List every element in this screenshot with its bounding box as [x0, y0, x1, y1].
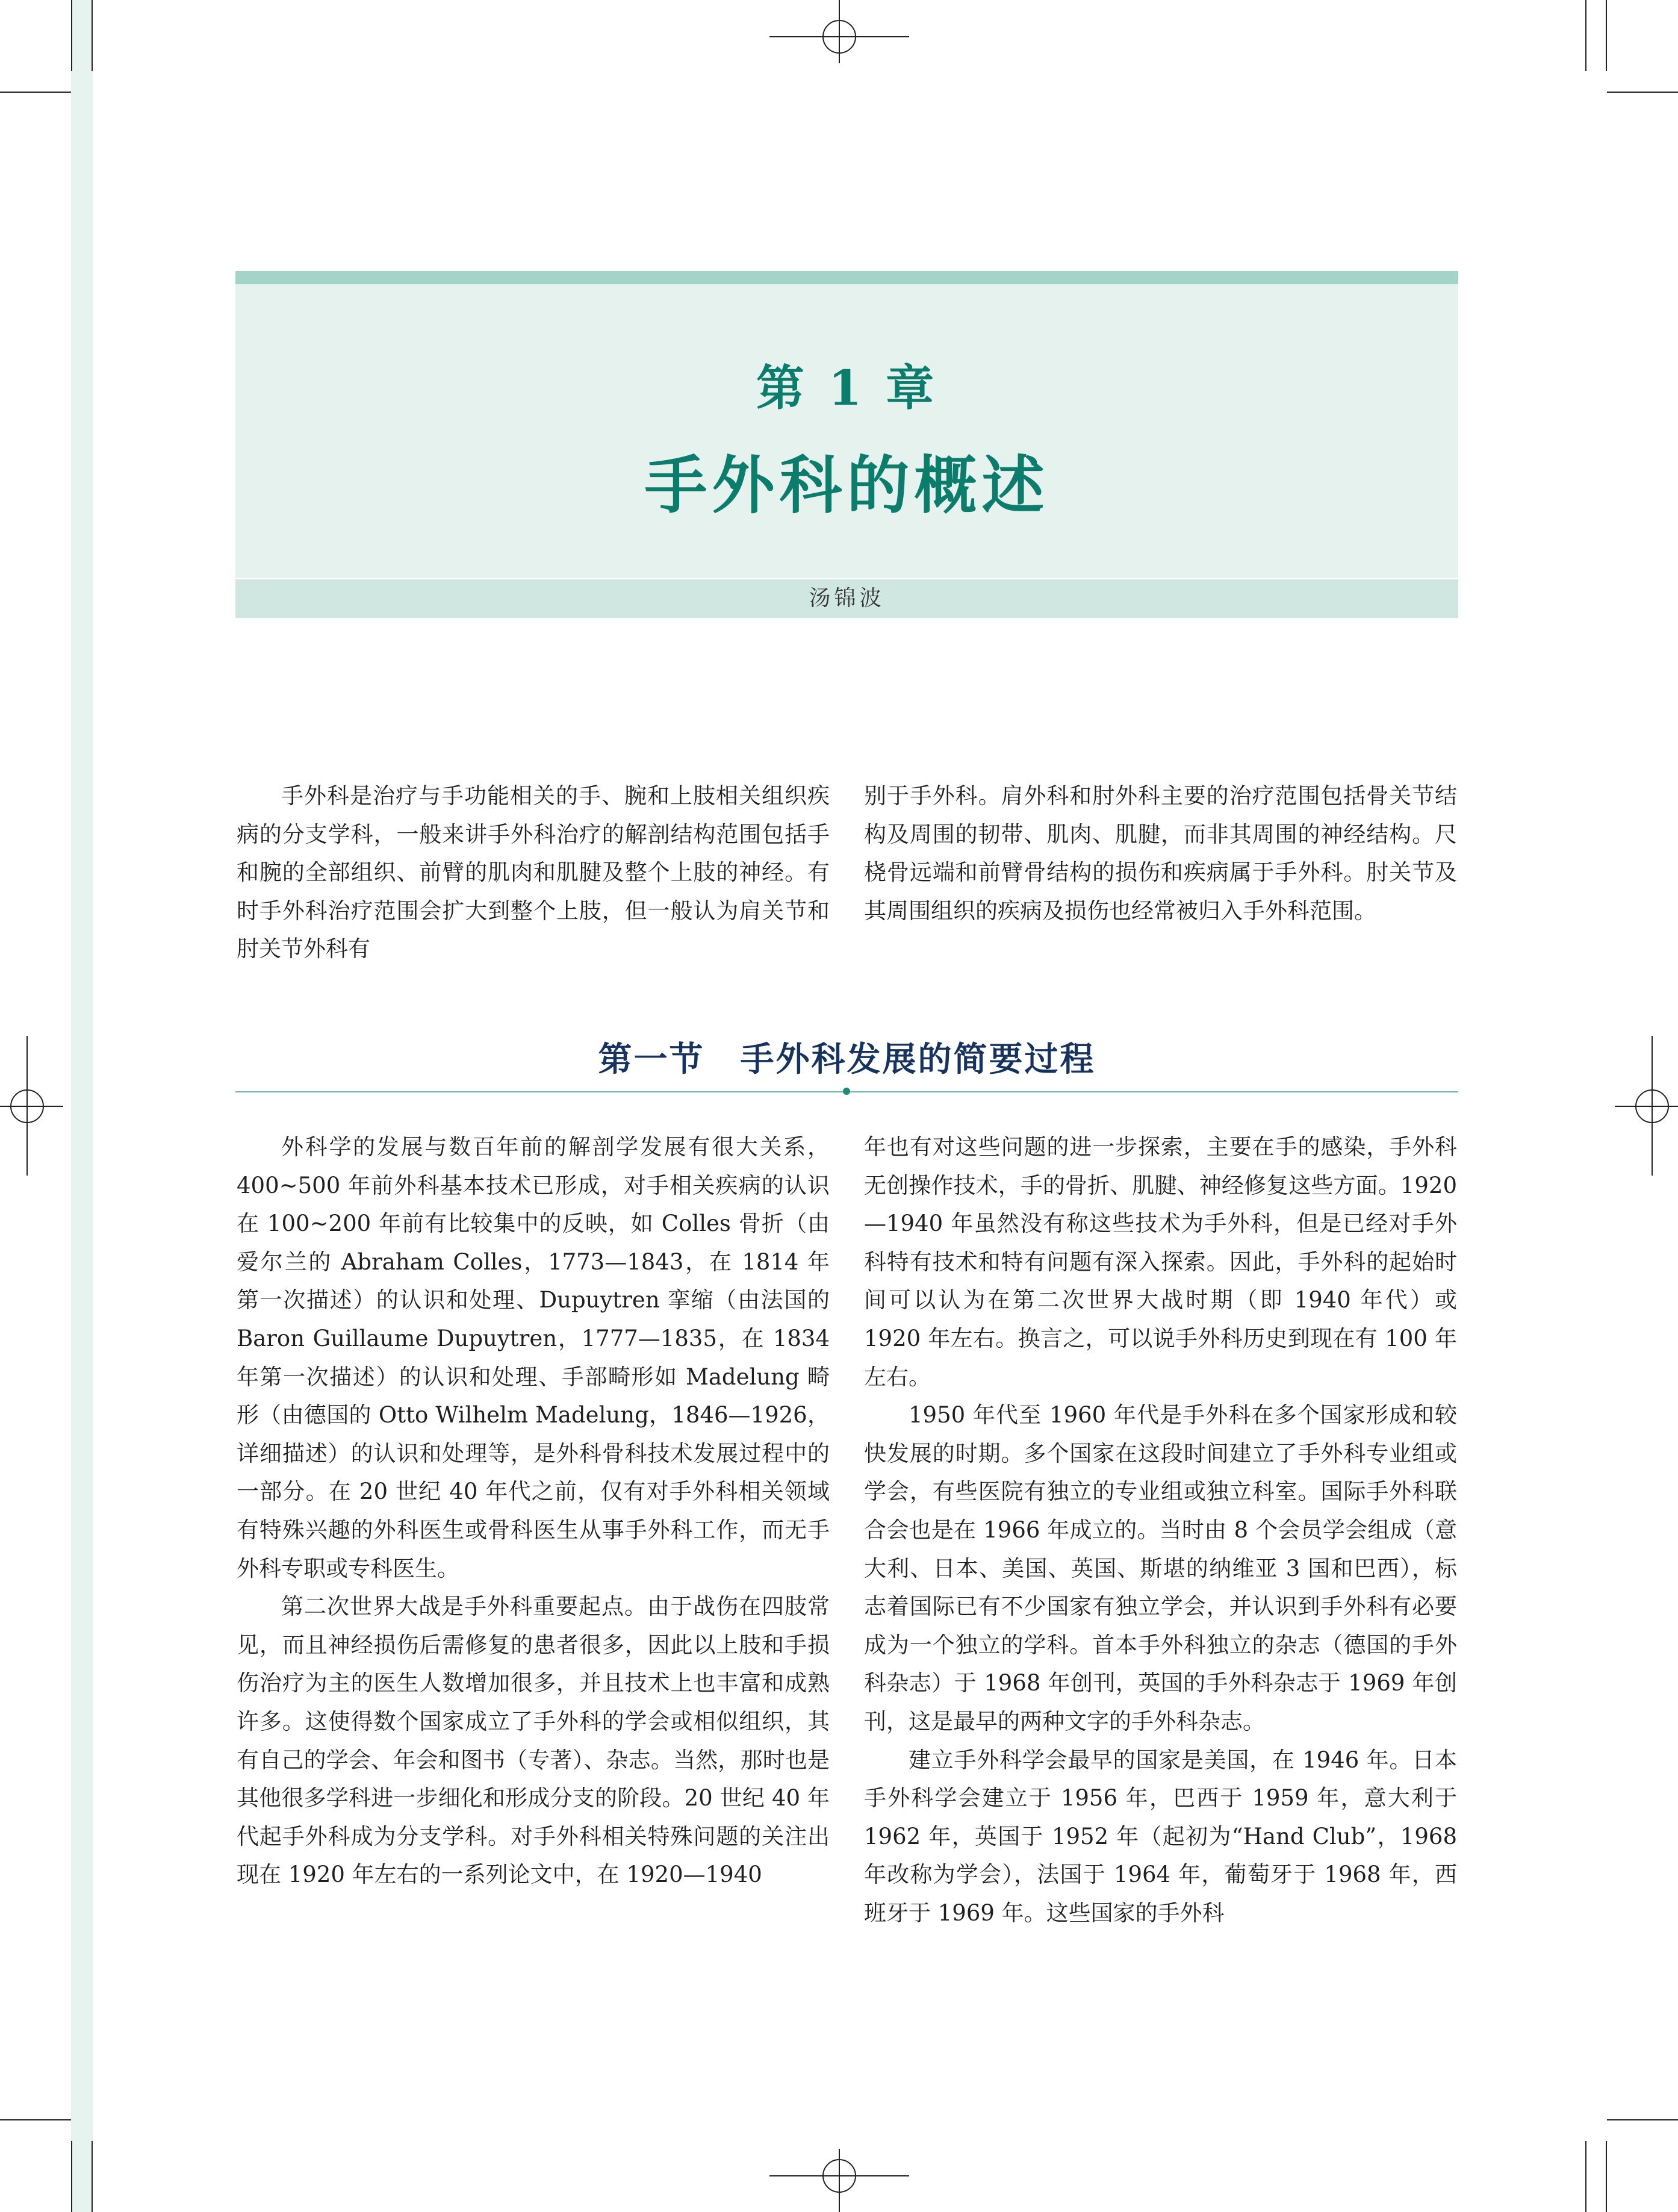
registration-mark: [1635, 1089, 1669, 1123]
chapter-header-band: [235, 271, 1458, 284]
crop-mark: [1585, 2141, 1586, 2212]
body-right-column: [864, 1128, 1457, 1932]
intro-right-column: [864, 777, 1457, 930]
crop-mark: [71, 0, 72, 71]
author-bar: [235, 579, 1458, 618]
crop-mark: [0, 92, 71, 93]
registration-mark: [10, 1089, 44, 1123]
author-name: 汤锦波: [809, 586, 885, 611]
paragraph: 年也有对这些问题的进一步探索，主要在手的感染，手外科无创操作技术，手的骨折、肌腱、神经修复这些方面。1920—1940 年虽然没有称这些技术为手外科，但是已经对手外科特有技术和特有问题有深入探索。因此，手外科的起始时间可以认为在第二次世界大战时期（即 1940 年代）或 1920 年左右。换言之，可以说手外科历史到现在有 100 年左右。: [864, 1134, 1457, 1390]
crop-mark: [1606, 2141, 1607, 2212]
side-color-stripe: [71, 0, 93, 2212]
intro-left-column: [237, 777, 830, 968]
crop-mark: [1607, 2119, 1678, 2120]
registration-mark: [822, 20, 856, 54]
crop-mark: [0, 2119, 71, 2120]
chapter-header: [235, 284, 1458, 578]
paragraph: 建立手外科学会最早的国家是美国，在 1946 年。日本手外科学会建立于 1956 年，巴西于 1959 年，意大利于 1962 年，英国于 1952 年（起初为“Hand Club”，1968 年改称为学会），法国于 1964 年，葡萄牙于 1968 年，西班牙于 1969 年。这些国家的手外科: [864, 1746, 1457, 1926]
crop-mark: [1585, 0, 1586, 71]
crop-mark: [92, 2141, 93, 2212]
section-heading: 第一节 手外科发展的简要过程: [598, 1039, 1096, 1079]
paragraph: 1950 年代至 1960 年代是手外科在多个国家形成和较快发展的时期。多个国家在这段时间建立了手外科专业组或学会，有些医院有独立的专业组或独立科室。国际手外科联合会也是在 1966 年成立的。当时由 8 个会员学会组成（意大利、日本、美国、英国、斯堪的纳维亚 3 国和巴西），标志着国际已有不少国家有独立学会，并认识到手外科有必要成为一个独立的学科。首本手外科独立的杂志（德国的手外科杂志）于 1968 年创刊，英国的手外科杂志于 1969 年创刊，这是最早的两种文字的手外科杂志。: [864, 1402, 1457, 1734]
registration-mark: [822, 2159, 856, 2193]
chapter-number: 第 1 章: [756, 360, 938, 416]
paragraph: 第二次世界大战是手外科重要起点。由于战伤在四肢常见，而且神经损伤后需修复的患者很多，因此以上肢和手损伤治疗为主的医生人数增加很多，并且技术上也丰富和成熟许多。这使得数个国家成立了手外科的学会或相似组织，其有自己的学会、年会和图书（专著）、杂志。当然，那时也是其他很多学科进一步细化和形成分支的阶段。20 世纪 40 年代起手外科成为分支学科。对手外科相关特殊问题的关注出现在 1920 年左右的一系列论文中，在 1920—1940: [237, 1594, 830, 1888]
paragraph: 别于手外科。肩外科和肘外科主要的治疗范围包括骨关节结构及周围的韧带、肌肉、肌腱，而非其周围的神经结构。尺桡骨远端和前臂骨结构的损伤和疾病属于手外科。肘关节及其周围组织的疾病及损伤也经常被归入手外科范围。: [864, 783, 1457, 924]
crop-mark: [71, 2141, 72, 2212]
paragraph: 外科学的发展与数百年前的解剖学发展有很大关系，400~500 年前外科基本技术已形成，对手相关疾病的认识在 100~200 年前有比较集中的反映，如 Colles 骨折（由爱尔兰的 Abraham Colles，1773—1843，在 1814 年第一次描述）的认识和处理、Dupuytren 挛缩（由法国的 Baron Guillaume Dupuytren，1777—1835，在 1834 年第一次描述）的认识和处理、手部畸形如 Madelung 畸形（由德国的 Otto Wilhelm Madelung，1846—1926，详细描述）的认识和处理等，是外科骨科技术发展过程中的一部分。在 20 世纪 40 年代之前，仅有对手外科相关领域有特殊兴趣的外科医生或骨科医生从事手外科工作，而无手外科专职或专科医生。: [237, 1134, 830, 1581]
body-left-column: [237, 1128, 830, 1894]
crop-mark: [92, 0, 93, 71]
chapter-title: 手外科的概述: [644, 448, 1049, 522]
paragraph: 手外科是治疗与手功能相关的手、腕和上肢相关组织疾病的分支学科，一般来讲手外科治疗的解剖结构范围包括手和腕的全部组织、前臂的肌肉和肌腱及整个上肢的神经。有时手外科治疗范围会扩大到整个上肢，但一般认为肩关节和肘关节外科有: [237, 783, 830, 962]
crop-mark: [1606, 0, 1607, 71]
crop-mark: [1607, 92, 1678, 93]
section-divider-ornament: [843, 1088, 850, 1095]
